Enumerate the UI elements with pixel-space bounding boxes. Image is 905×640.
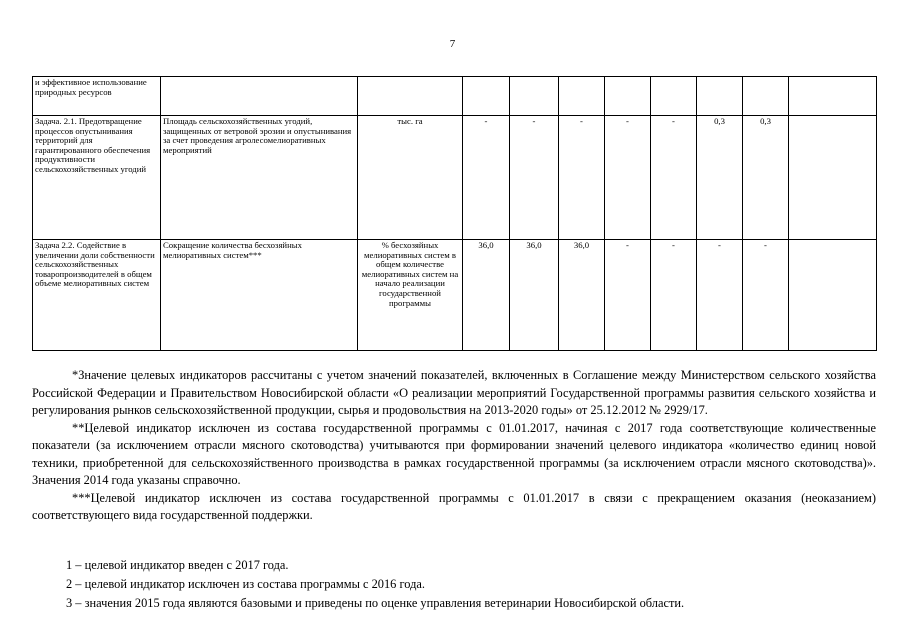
- value-cell: [743, 77, 789, 116]
- footnote: 1 – целевой индикатор введен с 2017 года.: [66, 558, 289, 572]
- value-cell: 0,3: [743, 116, 789, 240]
- value-cell: 0,3: [697, 116, 743, 240]
- footnote: 2 – целевой индикатор исключен из состава программы с 2016 года.: [66, 577, 425, 591]
- value-cell: -: [651, 240, 697, 351]
- value-cell: -: [463, 116, 510, 240]
- value-cell: -: [651, 116, 697, 240]
- value-cell: 36,0: [463, 240, 510, 351]
- value-cell: -: [697, 240, 743, 351]
- value-cell: 36,0: [510, 240, 559, 351]
- unit-cell: % бесхозяйных мелиоративных систем в общем количестве мелиоративных систем на начало реализации государственной программы: [358, 240, 463, 351]
- task-cell: Задача 2.2. Содействие в увеличении доли собственности сельскохозяйственных товаропроизводителей в общем объеме мелиоративных систем: [33, 240, 161, 351]
- value-cell: [463, 77, 510, 116]
- indicator-cell: [161, 77, 358, 116]
- value-cell: -: [559, 116, 605, 240]
- table-row: [33, 77, 877, 116]
- value-cell: [651, 77, 697, 116]
- value-cell: [789, 116, 877, 240]
- value-cell: [789, 77, 877, 116]
- value-cell: -: [510, 116, 559, 240]
- value-cell: [559, 77, 605, 116]
- value-cell: -: [605, 240, 651, 351]
- notes-section: [32, 367, 876, 525]
- indicator-cell: Площадь сельскохозяйственных угодий, защищенных от ветровой эрозии и опустынивания за счет проведения агролесомелиоративных мероприятий: [161, 116, 358, 240]
- table-row: [33, 240, 877, 351]
- value-cell: -: [743, 240, 789, 351]
- indicator-cell: Сокращение количества бесхозяйных мелиоративных систем***: [161, 240, 358, 351]
- note-paragraph: ***Целевой индикатор исключен из состава государственной программы с 01.01.2017 в связи с прекращением оказания (неоказанием) соответствующего вида государственной поддержки.: [32, 490, 876, 522]
- footnote: 3 – значения 2015 года являются базовыми и приведены по оценке управления ветеринарии Новосибирской области.: [66, 596, 685, 610]
- value-cell: [510, 77, 559, 116]
- note-paragraph: **Целевой индикатор исключен из состава государственной программы с 01.01.2017, начиная с 2017 года соответствующие количественные показатели (за исключением отрасли мясного скотоводства) учитываются при формировании значений целевого индикатора «количество единиц новой техники, приобретенной для сельскохозяйственного производства в рамках государственной программы (за исключением отрасли мясного скотоводства)». Значения 2014 года указаны справочно.: [32, 420, 876, 487]
- table-row: [33, 116, 877, 240]
- page-number: 7: [449, 38, 456, 50]
- value-cell: [605, 77, 651, 116]
- indicators-table: [32, 76, 877, 351]
- value-cell: [697, 77, 743, 116]
- task-cell: и эффективное использование природных ресурсов: [33, 77, 161, 116]
- value-cell: [789, 240, 877, 351]
- value-cell: 36,0: [559, 240, 605, 351]
- note-paragraph: *Значение целевых индикаторов рассчитаны с учетом значений показателей, включенных в Соглашение между Министерством сельского хозяйства Российской Федерации и Правительством Новосибирской области «О реализации мероприятий Государственной программы развития сельского хозяйства и регулирования рынков сельскохозяйственной продукции, сырья и продовольствия на 2013-2020 годы» от 25.12.2012 № 2929/17.: [32, 368, 876, 417]
- unit-cell: [358, 77, 463, 116]
- value-cell: -: [605, 116, 651, 240]
- unit-cell: тыс. га: [358, 116, 463, 240]
- task-cell: Задача. 2.1. Предотвращение процессов опустынивания территорий для гарантированного обеспечения продуктивности сельскохозяйственных угодий: [33, 116, 161, 240]
- footnotes-section: [66, 556, 866, 613]
